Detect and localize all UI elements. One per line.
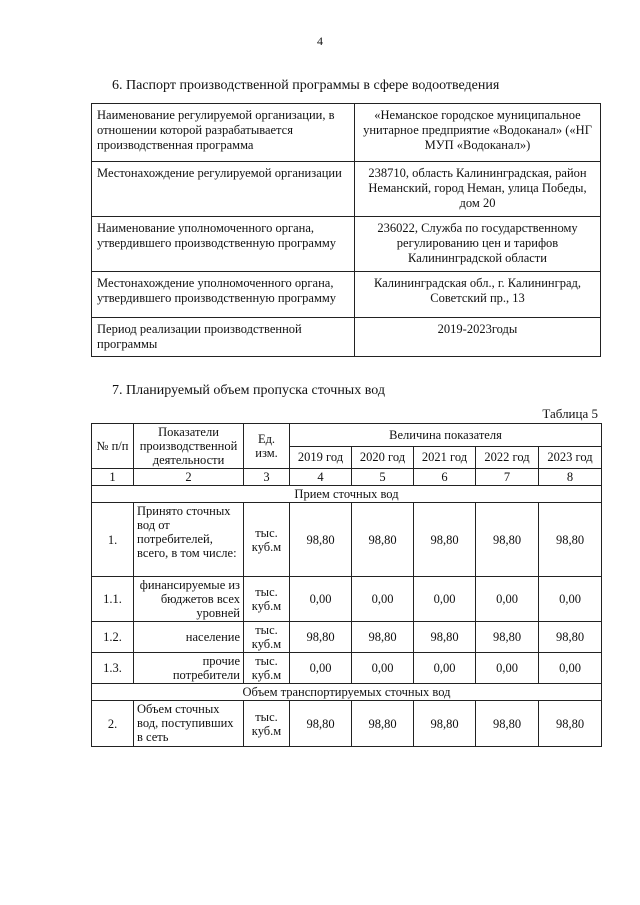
passport-value: 236022, Служба по государственному регулированию цен и тарифов Калининградской области bbox=[355, 217, 601, 272]
group-row bbox=[92, 684, 602, 701]
column-number: 3 bbox=[244, 469, 290, 486]
header-year: 2022 год bbox=[476, 446, 539, 469]
section-7-title: 7. Планируемый объем пропуска сточных вод bbox=[112, 383, 385, 398]
row-num: 1. bbox=[92, 503, 134, 577]
row-value: 0,00 bbox=[352, 653, 414, 684]
row-value: 0,00 bbox=[539, 577, 602, 622]
row-value: 0,00 bbox=[290, 653, 352, 684]
header-year: 2023 год bbox=[539, 446, 602, 469]
row-value: 98,80 bbox=[539, 503, 602, 577]
table-row bbox=[92, 622, 602, 653]
passport-value: 2019-2023годы bbox=[355, 318, 601, 357]
row-indicator: Объем сточных вод, поступивших в сеть bbox=[134, 701, 244, 747]
passport-value: «Неманское городское муниципальное унитарное предприятие «Водоканал» («НГ МУП «Водоканал») bbox=[355, 104, 601, 162]
row-value: 98,80 bbox=[539, 622, 602, 653]
header-num: № п/п bbox=[92, 424, 134, 469]
row-num: 1.2. bbox=[92, 622, 134, 653]
column-number: 6 bbox=[414, 469, 476, 486]
row-value: 98,80 bbox=[414, 622, 476, 653]
passport-label: Наименование регулируемой организации, в отношении которой разрабатывается производственная программа bbox=[92, 104, 355, 162]
row-num: 1.1. bbox=[92, 577, 134, 622]
header-unit: Ед. изм. bbox=[244, 424, 290, 469]
group-title: Прием сточных вод bbox=[92, 486, 602, 503]
row-value: 98,80 bbox=[290, 503, 352, 577]
wastewater-volume-table bbox=[91, 423, 602, 747]
row-value: 98,80 bbox=[352, 503, 414, 577]
passport-label: Местонахождение регулируемой организации bbox=[92, 162, 355, 217]
passport-row bbox=[92, 318, 601, 357]
row-value: 98,80 bbox=[414, 503, 476, 577]
column-number: 2 bbox=[134, 469, 244, 486]
section-6-title: 6. Паспорт производственной программы в сфере водоотведения bbox=[112, 78, 500, 93]
row-num: 1.3. bbox=[92, 653, 134, 684]
page-number: 4 bbox=[317, 34, 323, 48]
table-row bbox=[92, 701, 602, 747]
header-year: 2019 год bbox=[290, 446, 352, 469]
row-unit: тыс. куб.м bbox=[244, 503, 290, 577]
passport-label: Наименование уполномоченного органа, утвердившего производственную программу bbox=[92, 217, 355, 272]
passport-value: Калининградская обл., г. Калининград, Советский пр., 13 bbox=[355, 272, 601, 318]
header-value-group: Величина показателя bbox=[290, 424, 602, 447]
column-number: 8 bbox=[539, 469, 602, 486]
row-unit: тыс. куб.м bbox=[244, 653, 290, 684]
passport-value: 238710, область Калининградская, район Неманский, город Неман, улица Победы, дом 20 bbox=[355, 162, 601, 217]
row-indicator: финансируемые из бюджетов всех уровней bbox=[134, 577, 244, 622]
row-value: 98,80 bbox=[414, 701, 476, 747]
row-indicator: население bbox=[134, 622, 244, 653]
row-unit: тыс. куб.м bbox=[244, 701, 290, 747]
passport-row bbox=[92, 272, 601, 318]
column-number: 4 bbox=[290, 469, 352, 486]
row-value: 0,00 bbox=[476, 653, 539, 684]
passport-label: Период реализации производственной программы bbox=[92, 318, 355, 357]
row-value: 0,00 bbox=[352, 577, 414, 622]
row-value: 98,80 bbox=[290, 622, 352, 653]
row-value: 98,80 bbox=[352, 622, 414, 653]
row-value: 98,80 bbox=[476, 503, 539, 577]
table-row bbox=[92, 653, 602, 684]
table-row bbox=[92, 503, 602, 577]
header-indicator: Показатели производственной деятельности bbox=[134, 424, 244, 469]
column-number: 1 bbox=[92, 469, 134, 486]
table-label: Таблица 5 bbox=[542, 406, 598, 421]
row-value: 0,00 bbox=[290, 577, 352, 622]
row-unit: тыс. куб.м bbox=[244, 577, 290, 622]
row-value: 0,00 bbox=[476, 577, 539, 622]
row-num: 2. bbox=[92, 701, 134, 747]
passport-table bbox=[91, 103, 601, 357]
column-number: 5 bbox=[352, 469, 414, 486]
header-year: 2020 год bbox=[352, 446, 414, 469]
row-indicator: прочие потребители bbox=[134, 653, 244, 684]
row-value: 98,80 bbox=[290, 701, 352, 747]
table-row bbox=[92, 577, 602, 622]
row-value: 0,00 bbox=[539, 653, 602, 684]
row-value: 98,80 bbox=[539, 701, 602, 747]
row-value: 98,80 bbox=[352, 701, 414, 747]
row-value: 98,80 bbox=[476, 622, 539, 653]
passport-row bbox=[92, 162, 601, 217]
passport-row bbox=[92, 104, 601, 162]
row-value: 98,80 bbox=[476, 701, 539, 747]
row-value: 0,00 bbox=[414, 653, 476, 684]
row-unit: тыс. куб.м bbox=[244, 622, 290, 653]
column-number: 7 bbox=[476, 469, 539, 486]
row-indicator: Принято сточных вод от потребителей, всего, в том числе: bbox=[134, 503, 244, 577]
passport-row bbox=[92, 217, 601, 272]
header-year: 2021 год bbox=[414, 446, 476, 469]
group-row bbox=[92, 486, 602, 503]
group-title: Объем транспортируемых сточных вод bbox=[92, 684, 602, 701]
row-value: 0,00 bbox=[414, 577, 476, 622]
passport-label: Местонахождение уполномоченного органа, утвердившего производственную программу bbox=[92, 272, 355, 318]
